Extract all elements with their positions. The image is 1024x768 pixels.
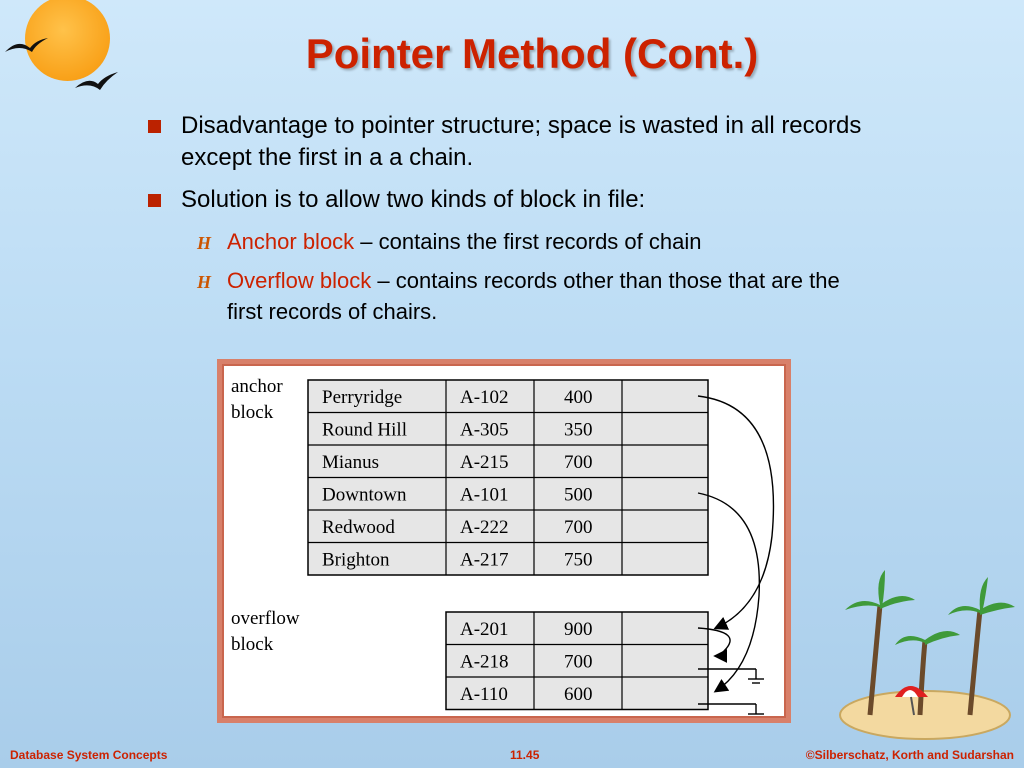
bullet-item bbox=[145, 184, 865, 216]
square-bullet-icon bbox=[148, 120, 161, 133]
anchor-block-label: anchor bbox=[231, 376, 283, 397]
balance-cell: 500 bbox=[564, 484, 593, 506]
bullet-text: Solution is to allow two kinds of block in file: bbox=[181, 186, 646, 213]
figure-frame bbox=[217, 359, 791, 723]
account-number-cell: A-222 bbox=[460, 517, 509, 538]
sub-bullet-text: – contains records other than those that are the first records of chairs. bbox=[227, 268, 840, 324]
account-number-cell: A-201 bbox=[460, 619, 509, 640]
anchor-block-label: block bbox=[231, 402, 274, 423]
balance-cell: 700 bbox=[564, 452, 593, 473]
footer-page-number: 11.45 bbox=[510, 748, 540, 762]
footer-course: Database System Concepts bbox=[10, 748, 168, 762]
footer-copyright: ©Silberschatz, Korth and Sudarshan bbox=[805, 748, 1014, 762]
account-number-cell: A-102 bbox=[460, 387, 509, 408]
h-bullet-icon: H bbox=[197, 233, 212, 253]
balance-cell: 700 bbox=[564, 517, 593, 538]
balance-cell: 350 bbox=[564, 419, 593, 441]
account-number-cell: A-110 bbox=[460, 684, 508, 705]
bullet-item bbox=[145, 110, 865, 174]
balance-cell: 400 bbox=[564, 387, 593, 408]
square-bullet-icon bbox=[148, 194, 161, 207]
overflow-block-label: block bbox=[231, 634, 274, 655]
branch-name-cell: Downtown bbox=[322, 484, 407, 506]
sub-bullet-term: Anchor block bbox=[227, 229, 355, 254]
branch-name-cell: Perryridge bbox=[322, 387, 403, 408]
balance-cell: 900 bbox=[564, 619, 593, 640]
branch-name-cell: Brighton bbox=[322, 549, 390, 571]
branch-name-cell: Redwood bbox=[322, 517, 395, 538]
branch-name-cell: Mianus bbox=[322, 452, 379, 473]
overflow-block-label: overflow bbox=[231, 608, 300, 629]
page-title: Pointer Method (Cont.) bbox=[305, 30, 759, 77]
bullet-text: Disadvantage to pointer structure; space is wasted in all records except the first in a a chain. bbox=[181, 112, 862, 171]
account-number-cell: A-218 bbox=[460, 651, 509, 673]
account-number-cell: A-305 bbox=[460, 419, 509, 441]
balance-cell: 750 bbox=[564, 549, 593, 571]
account-number-cell: A-215 bbox=[460, 452, 509, 473]
balance-cell: 700 bbox=[564, 651, 593, 673]
account-number-cell: A-101 bbox=[460, 484, 509, 506]
anchor-overflow-diagram bbox=[224, 366, 784, 716]
h-bullet-icon: H bbox=[197, 272, 212, 292]
palm-island-icon bbox=[830, 565, 1020, 745]
sub-bullet-item bbox=[145, 265, 865, 327]
sub-bullet-item bbox=[145, 226, 865, 257]
branch-name-cell: Round Hill bbox=[322, 419, 407, 441]
balance-cell: 600 bbox=[564, 684, 593, 705]
sub-bullet-term: Overflow block bbox=[227, 268, 372, 293]
sub-bullet-text: – contains the first records of chain bbox=[354, 229, 702, 254]
slide-content bbox=[145, 110, 865, 335]
figure-panel bbox=[222, 364, 786, 718]
account-number-cell: A-217 bbox=[460, 549, 509, 571]
